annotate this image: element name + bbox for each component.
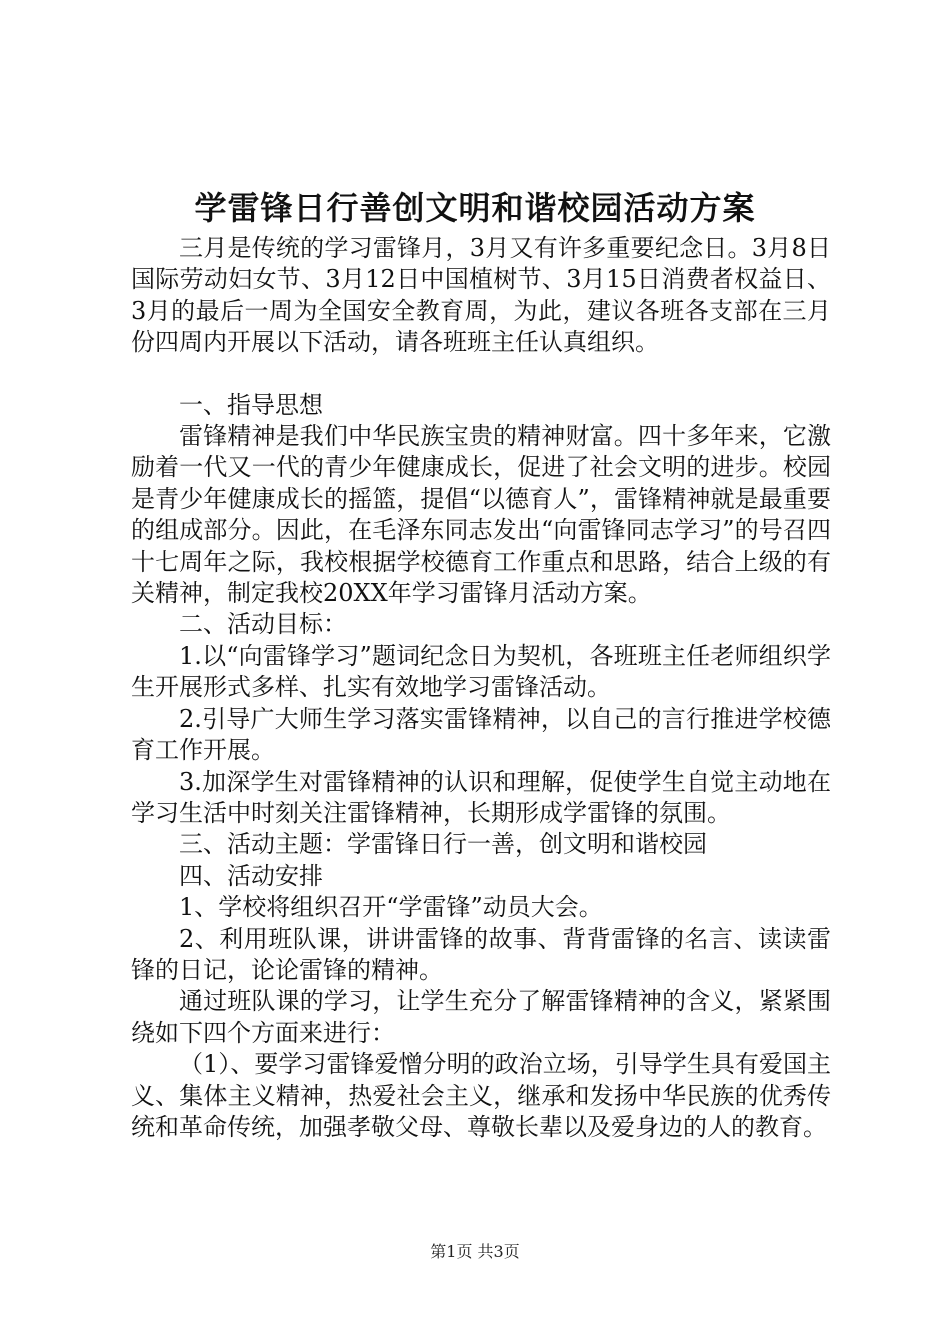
document-body [131,233,831,1143]
study-aspect-1: （1）、要学习雷锋爱憎分明的政治立场，引导学生具有爱国主义、集体主义精神，热爱社会主义，继承和发扬中华民族的优秀传统和革命传统，加强孝敬父母、尊敬长辈以及爱身边的人的教育。 [131,1050,831,1141]
section-heading-activity-goals: 二、活动目标： [179,610,347,639]
document-title: 学雷锋日行善创文明和谐校园活动方案 [194,189,756,227]
section-heading-activity-theme: 三、活动主题：学雷锋日行一善，创文明和谐校园 [179,830,707,859]
goal-item-3: 3.加深学生对雷锋精神的认识和理解，促使学生自觉主动地在学习生活中时刻关注雷锋精神，长期形成学雷锋的氛围。 [131,767,831,827]
page-footer: 第1页 共3页 [430,1242,520,1261]
arrangement-item-2: 2、利用班队课，讲讲雷锋的故事、背背雷锋的名言、读读雷锋的日记，论论雷锋的精神。 [131,924,831,984]
goal-item-1: 1.以“向雷锋学习”题词纪念日为契机，各班班主任老师组织学生开展形式多样、扎实有效地学习雷锋活动。 [131,641,831,702]
goal-item-2: 2.引导广大师生学习落实雷锋精神，以自己的言行推进学校德育工作开展。 [131,704,831,765]
intro-paragraph: 三月是传统的学习雷锋月，3月又有许多重要纪念日。3月8日国际劳动妇女节、3月12日中国植树节、3月15日消费者权益日、3月的最后一周为全国安全教育周，为此，建议各班各支部在三月份四周内开展以下活动，请各班班主任认真组织。 [131,234,831,357]
section-heading-activity-arrangement: 四、活动安排 [179,861,323,890]
section-heading-guiding-thought: 一、指导思想 [179,390,323,419]
guiding-thought-paragraph: 雷锋精神是我们中华民族宝贵的精神财富。四十多年来，它激励着一代又一代的青少年健康成长，促进了社会文明的进步。校园是青少年健康成长的摇篮，提倡“以德育人”，雷锋精神就是最重要的组成部分。因此，在毛泽东同志发出“向雷锋同志学习”的号召四十七周年之际，我校根据学校德育工作重点和思路，结合上级的有关精神，制定我校20XX年学习雷锋月活动方案。 [131,422,831,608]
paragraph-spacer [131,359,831,390]
class-study-paragraph: 通过班队课的学习，让学生充分了解雷锋精神的含义，紧紧围绕如下四个方面来进行： [131,987,831,1047]
arrangement-item-1: 1、学校将组织召开“学雷锋”动员大会。 [179,893,603,922]
